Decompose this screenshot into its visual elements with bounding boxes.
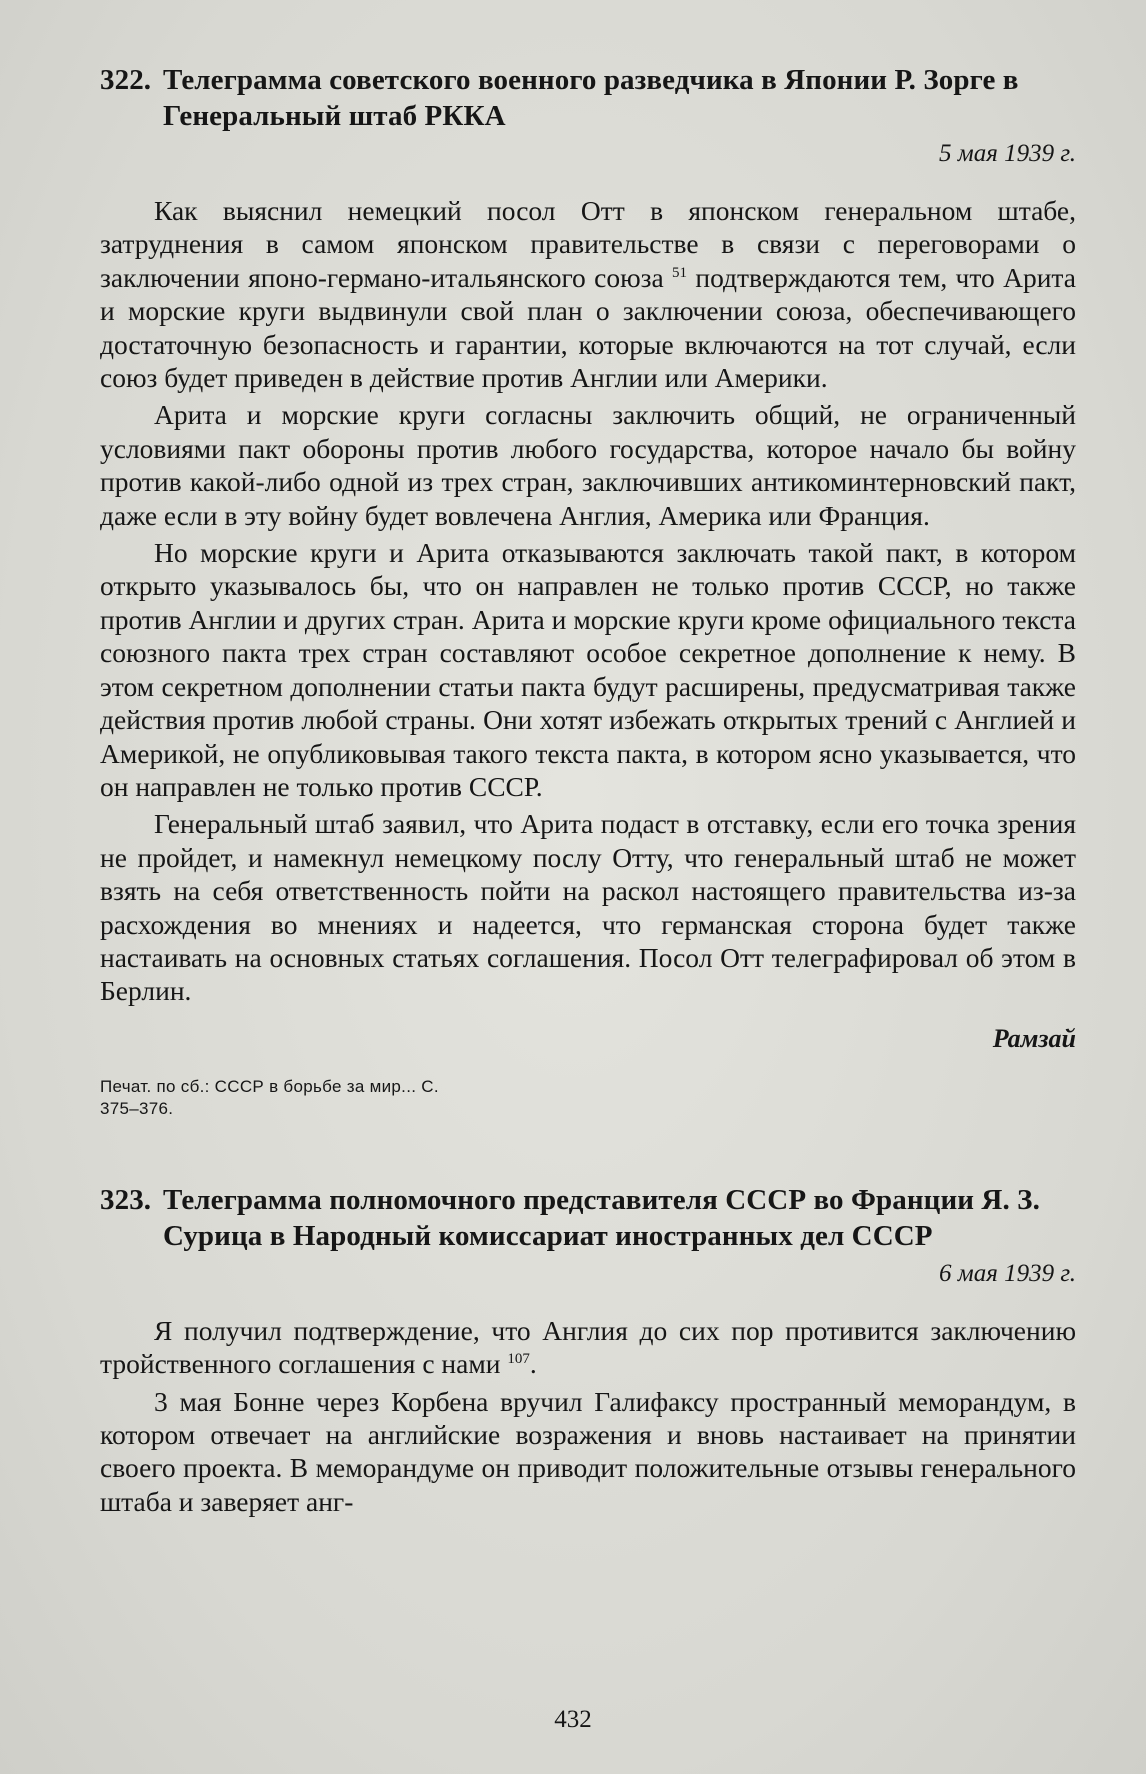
footnote-ref: 107 bbox=[507, 1351, 530, 1367]
paragraph: Но морские круги и Арита отказываются заключать такой пакт, в котором открыто указывалось бы, что он направлен не только против СССР, но также против Англии и других стран. Арита и морские круги кроме официального текста союзного пакта трех стран составляют особое секретное дополнение к нему. В этом секретном дополнении статьи пакта будут расширены, предусматривая также действия против любой страны. Они хотят избежать открытых трений с Англией и Америкой, не опубликовывая такого текста пакта, в котором ясно указывается, что он направлен не только против СССР. bbox=[100, 537, 1076, 802]
page-number: 432 bbox=[554, 1706, 592, 1733]
paragraph bbox=[100, 1314, 1076, 1381]
source-note: Печат. по сб.: СССР в борьбе за мир... С. 375–376. bbox=[100, 1076, 439, 1118]
document-number: 323. bbox=[100, 1183, 152, 1216]
paragraph: Арита и морские круги согласны заключить общий, не ограниченный условиями пакт обороны против любого государства, которое начало бы войну против какой-либо одной из трех стран, заключивших антикоминтерновский пакт, даже если в эту войну будет вовлечена Англия, Америка или Франция. bbox=[100, 399, 1076, 531]
paragraph bbox=[100, 194, 1076, 394]
document-title: Телеграмма полномочного представителя СССР во Франции Я. З. Сурица в Народный комиссариат иностранных дел СССР bbox=[163, 1183, 1040, 1252]
paragraph-text: подтверждаются тем, что Арита и морские круги выдвинули свой план о заключении союза, обеспечивающего достаточную безопасность и гарантии, которые включаются на тот случай, если союз будет приведен в действие против Англии или Америки. bbox=[100, 261, 1076, 394]
document-date: 5 мая 1939 г. bbox=[939, 140, 1076, 167]
paragraph: Генеральный штаб заявил, что Арита подаст в отставку, если его точка зрения не пройдет, и намекнул немецкому послу Отту, что генеральный штаб не может взять на себя ответственность пойти на раскол настоящего правительства из-за расхождения во мнениях и надеется, что германская сторона будет также настаивать на основных статьях соглашения. Посол Отт телеграфировал об этом в Берлин. bbox=[100, 808, 1076, 1007]
paragraph-text: . bbox=[529, 1348, 537, 1380]
document-number: 322. bbox=[100, 64, 152, 96]
document-heading bbox=[100, 62, 1076, 134]
document-date: 6 мая 1939 г. bbox=[939, 1259, 1076, 1287]
document-title: Телеграмма советского военного разведчика в Японии Р. Зорге в Генеральный штаб РККА bbox=[163, 64, 1019, 132]
signature: Рамзай bbox=[992, 1023, 1076, 1053]
paragraph-text: Как выяснил немецкий посол Отт в японском генеральном штабе, затруднения в самом японском правительстве в связи с переговорами о заключении японо-германо-итальянского союза bbox=[100, 195, 1076, 293]
text-column bbox=[100, 62, 1076, 1522]
paragraph: 3 мая Бонне через Корбена вручил Галифаксу пространный меморандум, в котором отвечает на английские возражения и вновь настаивает на принятии своего проекта. В меморандуме он приводит положительные отзывы генерального штаба и заверяет анг- bbox=[100, 1385, 1076, 1517]
document-heading bbox=[100, 1182, 1076, 1254]
paragraph-text: Я получил подтверждение, что Англия до сих пор противится заключению тройственного соглашения с нами bbox=[100, 1314, 1076, 1380]
footnote-ref: 51 bbox=[672, 264, 688, 281]
